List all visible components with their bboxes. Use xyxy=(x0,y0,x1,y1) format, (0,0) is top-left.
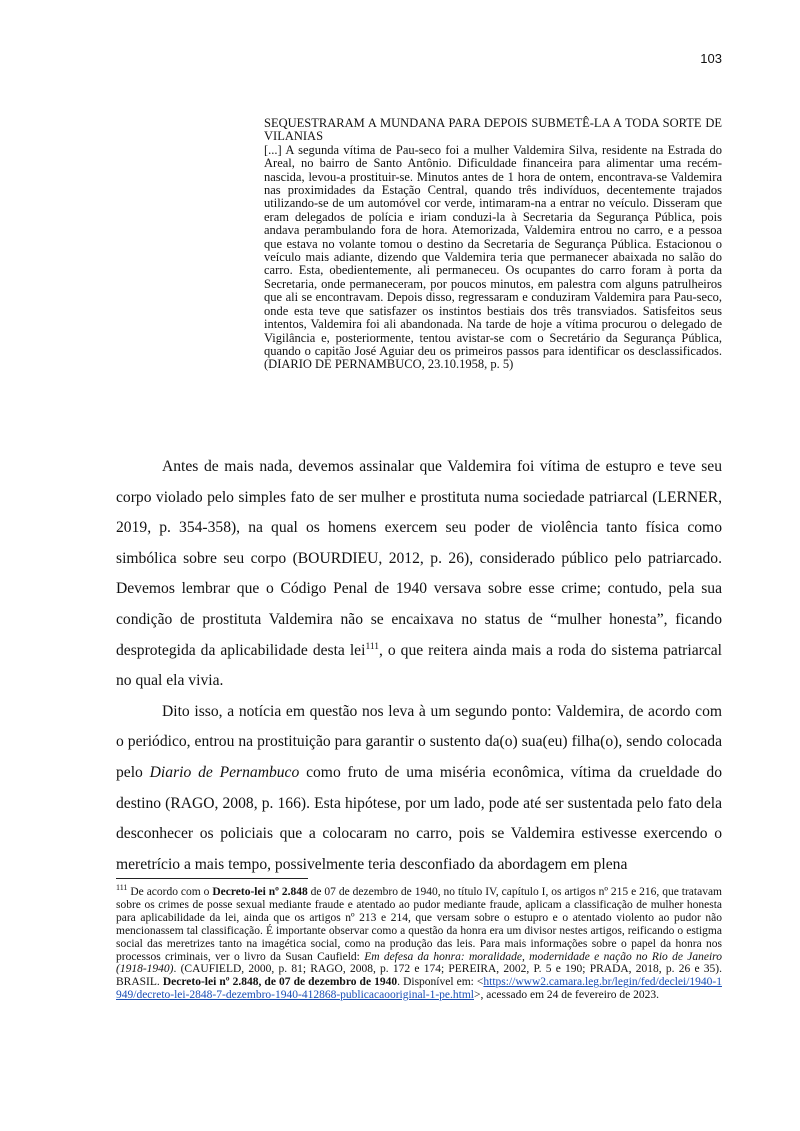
newspaper-title: Diario de Pernambuco xyxy=(149,763,300,781)
paragraph-2 xyxy=(116,697,722,881)
footnote xyxy=(116,883,722,1002)
footnote-number: 111 xyxy=(116,883,128,893)
block-quote xyxy=(264,117,722,372)
paragraph-2-text: Dito isso, a notícia em questão nos leva à um segundo ponto: Valdemira, de acordo com o periódico, entrou na prostituição para garantir o sustento da(o) sua(eu) filha(o), sendo colocada pelo xyxy=(116,702,722,781)
footnote-separator xyxy=(116,878,308,879)
quote-body: [...] A segunda vítima de Pau-seco foi a mulher Valdemira Silva, residente na Estrada do Areal, no bairro de Santo Antônio. Dificuldade financeira para alimentar uma recém-nascida, levou-a prostituir-se. Minutos antes de 1 hora de ontem, encontrava-se Valdemira nas proximidades da Estação Central, quando três indivíduos, decentemente trajados utilizando-se de um automóvel cor verde, intimaram-na a entrar no veículo. Disseram que eram delegados de polícia e iriam conduzi-la à Secretaria da Segurança Pública, pois andava perambulando fora de hora. Atemorizada, Valdemira entrou no carro, e a pessoa que estava no volante tomou o destino da Secretaria de Segurança Pública. Estacionou o veículo mais adiante, dizendo que Valdemira teria que permanecer abaixada no salão do carro. Esta, obedientemente, ali permaneceu. Os ocupantes do carro foram à porta da Secretaria, onde permaneceram, por poucos minutos, em palestra com alguns patrulheiros que ali se encontravam. Depois disso, regressaram e conduziram Valdemira para Pau-seco, onde esta teve que satisfazer os instintos bestiais dos três transviados. Satisfeitos seus intentos, Valdemira foi ali abandonada. Na tarde de hoje a vítima procurou o delegado de Vigilância e, posteriormente, tentou avistar-se com o Secretário da Segurança Pública, quando o capitão José Aguiar deu os primeiros passos para identificar os desclassificados. (DIARIO DE PERNAMBUCO, 23.10.1958, p. 5) xyxy=(264,142,722,372)
paragraph-1-text: Antes de mais nada, devemos assinalar que Valdemira foi vítima de estupro e teve seu corpo violado pelo simples fato de ser mulher e prostituta numa sociedade patriarcal (LERNER, 2019, p. 354-358), na qual os homens exercem seu poder de violência tanto física como simbólica sobre seu corpo (BOURDIEU, 2012, p. 26), considerado público pelo patriarcado. Devemos lembrar que o Código Penal de 1940 versava sobre esse crime; contudo, pela sua condição de prostituta Valdemira não se encaixava no status de “mulher honesta”, ficando desprotegida da aplicabilidade desta lei xyxy=(116,458,722,659)
footnote-text: de 07 de dezembro de 1940, no título IV, capítulo I, os artigos nº 215 e 216, que tratavam sobre os crimes de posse sexual mediante fraude e atentado ao pudor mediante fraude, aplicam a classificação de mulher honesta para aplicabilidade da lei, ainda que os artigos nº 213 e 214, que versam sobre o estupro e o atentado violento ao pudor não mencionassem tal classificação. É importante observar como a questão da honra era um divisor nestes artigos, reificando o estigma social das meretrizes tanto na imagética social, como na produção das leis. Para mais informações sobre o papel da honra nos processos criminais, ver o livro da Susan Caufield: xyxy=(116,886,722,963)
footnote-text: De acordo com o xyxy=(127,886,213,898)
quote-headline: SEQUESTRARAM A MUNDANA PARA DEPOIS SUBMETÊ-LA A TODA SORTE DE VILANIAS xyxy=(264,116,722,144)
footnote-decree-citation: Decreto-lei nº 2.848, de 07 de dezembro de 1940 xyxy=(162,976,398,989)
footnote-book-title: Em defesa da honra: moralidade, modernidade e nação no Rio de Janeiro (1918-1940) xyxy=(116,950,722,976)
paragraph-1 xyxy=(116,452,722,697)
footnote-text: >, acessado em 24 de fevereiro de 2023. xyxy=(473,989,659,1002)
paragraph-1-text-end: , o que reitera ainda mais a roda do sistema patriarcal no qual ela vivia. xyxy=(116,641,722,690)
page-number: 103 xyxy=(700,51,722,66)
footnote-text: . (CAUFIELD, 2000, p. 81; RAGO, 2008, p. 172 e 174; PEREIRA, 2002, P. 5 e 190; PRADA, 2018, p. 26 e 35). BRASIL. xyxy=(116,963,722,989)
footnote-text: . Disponível em: < xyxy=(397,976,484,989)
footnote-reference[interactable]: 111 xyxy=(365,641,379,652)
footnote-decree-name: Decreto-lei nº 2.848 xyxy=(212,886,308,898)
paragraph-2-text-end: como fruto de uma miséria econômica, vítima da crueldade do destino (RAGO, 2008, p. 166). Esta hipótese, por um lado, pode até ser sustentada pelo fato dela desconhecer os policiais que a colocaram no carro, pois se Valdemira estivesse exercendo o meretrício a mais tempo, possivelmente teria desconfiado da abordagem em plena xyxy=(116,763,722,873)
footnote-link[interactable]: https://www2.camara.leg.br/legin/fed/declei/1940-1949/decreto-lei-2848-7-dezembro-1940-412868-publicacaooriginal-1-pe.html xyxy=(116,976,722,1002)
main-text xyxy=(116,452,722,880)
